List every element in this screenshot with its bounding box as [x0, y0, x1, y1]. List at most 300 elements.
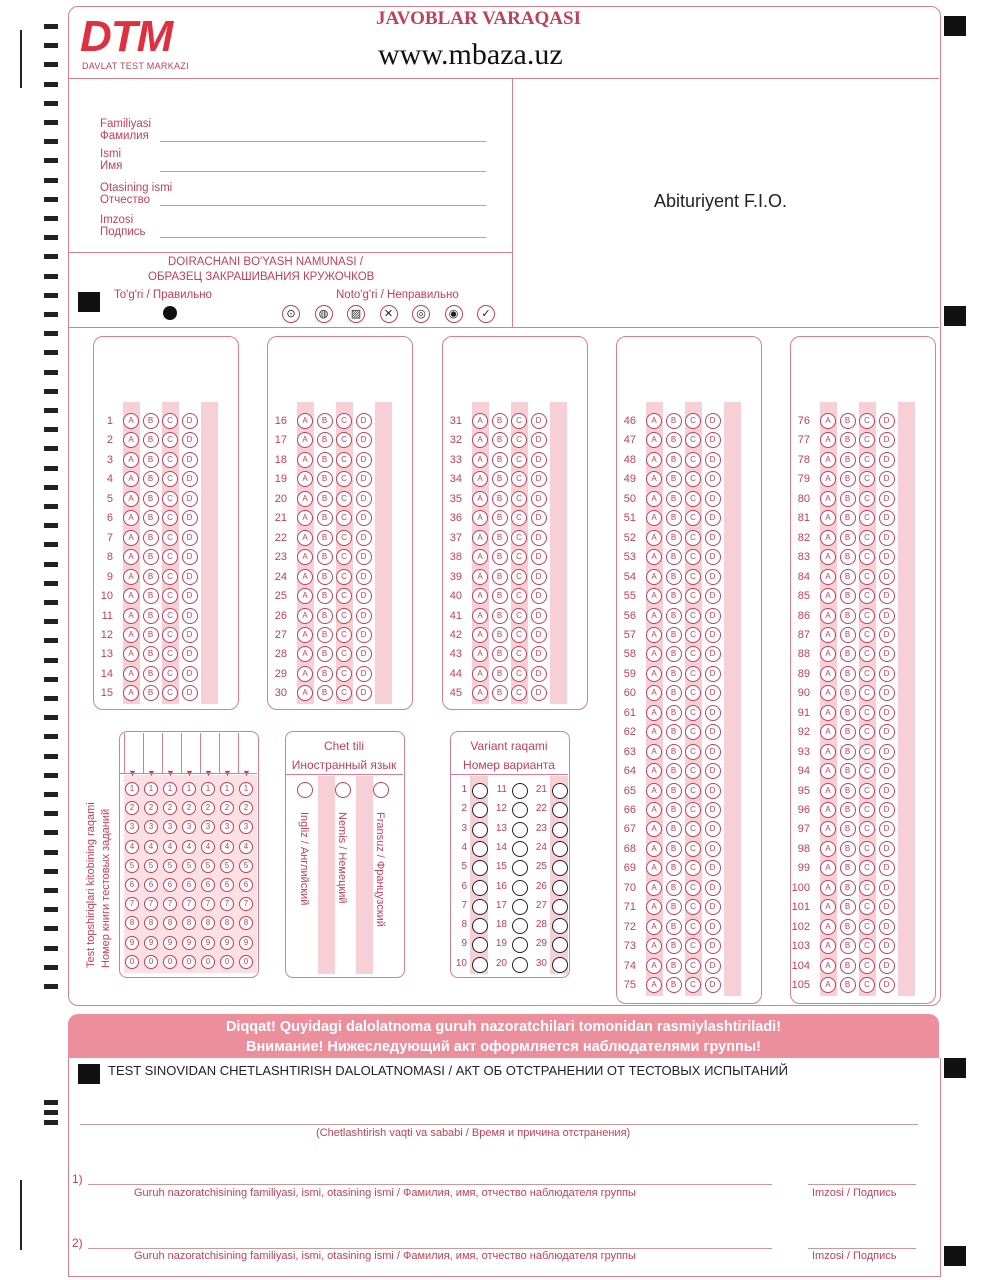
- answer-bubble-a[interactable]: A: [123, 491, 139, 507]
- book-digit-bubble[interactable]: 2: [182, 801, 196, 815]
- variant-bubble[interactable]: [552, 899, 568, 915]
- answer-bubble-d[interactable]: D: [879, 627, 895, 643]
- answer-bubble-b[interactable]: B: [666, 977, 682, 993]
- variant-bubble[interactable]: [472, 841, 488, 857]
- answer-bubble-d[interactable]: D: [531, 685, 547, 701]
- answer-bubble-a[interactable]: A: [297, 588, 313, 604]
- answer-bubble-c[interactable]: C: [162, 588, 178, 604]
- answer-bubble-b[interactable]: B: [840, 783, 856, 799]
- answer-bubble-b[interactable]: B: [840, 452, 856, 468]
- answer-bubble-c[interactable]: C: [685, 763, 701, 779]
- book-digit-bubble[interactable]: 4: [220, 840, 234, 854]
- answer-bubble-a[interactable]: A: [820, 821, 836, 837]
- answer-bubble-c[interactable]: C: [859, 685, 875, 701]
- answer-bubble-b[interactable]: B: [840, 958, 856, 974]
- answer-bubble-b[interactable]: B: [666, 413, 682, 429]
- answer-bubble-a[interactable]: A: [297, 569, 313, 585]
- answer-bubble-a[interactable]: A: [820, 452, 836, 468]
- answer-bubble-c[interactable]: C: [162, 432, 178, 448]
- variant-bubble[interactable]: [472, 783, 488, 799]
- answer-bubble-a[interactable]: A: [123, 510, 139, 526]
- book-digit-bubble[interactable]: 6: [201, 878, 215, 892]
- answer-bubble-d[interactable]: D: [879, 783, 895, 799]
- answer-bubble-b[interactable]: B: [666, 763, 682, 779]
- answer-bubble-b[interactable]: B: [666, 510, 682, 526]
- answer-bubble-c[interactable]: C: [685, 432, 701, 448]
- book-digit-bubble[interactable]: 5: [182, 859, 196, 873]
- answer-bubble-a[interactable]: A: [820, 860, 836, 876]
- answer-bubble-b[interactable]: B: [840, 646, 856, 662]
- answer-bubble-c[interactable]: C: [511, 452, 527, 468]
- book-digit-bubble[interactable]: 0: [144, 955, 158, 969]
- answer-bubble-c[interactable]: C: [511, 588, 527, 604]
- book-digit-bubble[interactable]: 3: [239, 820, 253, 834]
- answer-bubble-a[interactable]: A: [472, 569, 488, 585]
- answer-bubble-b[interactable]: B: [317, 471, 333, 487]
- answer-bubble-d[interactable]: D: [705, 744, 721, 760]
- answer-bubble-d[interactable]: D: [705, 646, 721, 662]
- answer-bubble-d[interactable]: D: [705, 977, 721, 993]
- book-digit-bubble[interactable]: 1: [182, 782, 196, 796]
- answer-bubble-d[interactable]: D: [879, 608, 895, 624]
- answer-bubble-a[interactable]: A: [646, 549, 662, 565]
- answer-bubble-c[interactable]: C: [336, 530, 352, 546]
- answer-bubble-a[interactable]: A: [820, 549, 836, 565]
- answer-bubble-b[interactable]: B: [840, 860, 856, 876]
- answer-bubble-c[interactable]: C: [336, 491, 352, 507]
- answer-bubble-a[interactable]: A: [472, 471, 488, 487]
- answer-bubble-a[interactable]: A: [472, 452, 488, 468]
- answer-bubble-b[interactable]: B: [666, 452, 682, 468]
- book-digit-bubble[interactable]: 6: [220, 878, 234, 892]
- answer-bubble-c[interactable]: C: [685, 569, 701, 585]
- answer-bubble-b[interactable]: B: [317, 510, 333, 526]
- answer-bubble-d[interactable]: D: [879, 549, 895, 565]
- answer-bubble-b[interactable]: B: [143, 569, 159, 585]
- answer-bubble-d[interactable]: D: [531, 608, 547, 624]
- answer-bubble-b[interactable]: B: [317, 646, 333, 662]
- book-digit-bubble[interactable]: 6: [239, 878, 253, 892]
- book-digit-bubble[interactable]: 2: [125, 801, 139, 815]
- answer-bubble-a[interactable]: A: [820, 471, 836, 487]
- answer-bubble-a[interactable]: A: [297, 549, 313, 565]
- answer-bubble-c[interactable]: C: [162, 530, 178, 546]
- book-digit-bubble[interactable]: 7: [144, 897, 158, 911]
- answer-bubble-c[interactable]: C: [859, 608, 875, 624]
- answer-bubble-d[interactable]: D: [705, 802, 721, 818]
- answer-bubble-b[interactable]: B: [492, 471, 508, 487]
- answer-bubble-c[interactable]: C: [685, 608, 701, 624]
- answer-bubble-a[interactable]: A: [646, 471, 662, 487]
- answer-bubble-a[interactable]: A: [123, 627, 139, 643]
- book-digit-bubble[interactable]: 0: [182, 955, 196, 969]
- language-bubble[interactable]: [335, 782, 351, 798]
- answer-bubble-b[interactable]: B: [666, 549, 682, 565]
- answer-bubble-a[interactable]: A: [646, 608, 662, 624]
- answer-bubble-b[interactable]: B: [317, 627, 333, 643]
- book-digit-bubble[interactable]: 8: [144, 916, 158, 930]
- answer-bubble-d[interactable]: D: [879, 685, 895, 701]
- answer-bubble-b[interactable]: B: [666, 880, 682, 896]
- answer-bubble-b[interactable]: B: [666, 841, 682, 857]
- variant-bubble[interactable]: [472, 822, 488, 838]
- answer-bubble-d[interactable]: D: [531, 491, 547, 507]
- answer-bubble-d[interactable]: D: [705, 821, 721, 837]
- variant-bubble[interactable]: [552, 822, 568, 838]
- book-digit-bubble[interactable]: 6: [163, 878, 177, 892]
- answer-bubble-d[interactable]: D: [879, 802, 895, 818]
- answer-bubble-d[interactable]: D: [356, 569, 372, 585]
- answer-bubble-d[interactable]: D: [879, 705, 895, 721]
- book-digit-bubble[interactable]: 7: [125, 897, 139, 911]
- answer-bubble-a[interactable]: A: [820, 588, 836, 604]
- answer-bubble-d[interactable]: D: [356, 646, 372, 662]
- answer-bubble-a[interactable]: A: [297, 646, 313, 662]
- answer-bubble-c[interactable]: C: [685, 530, 701, 546]
- answer-bubble-c[interactable]: C: [685, 841, 701, 857]
- variant-bubble[interactable]: [552, 918, 568, 934]
- answer-bubble-a[interactable]: A: [472, 666, 488, 682]
- answer-bubble-b[interactable]: B: [666, 938, 682, 954]
- book-digit-bubble[interactable]: 2: [144, 801, 158, 815]
- answer-bubble-d[interactable]: D: [356, 432, 372, 448]
- book-digit-bubble[interactable]: 7: [220, 897, 234, 911]
- answer-bubble-d[interactable]: D: [531, 471, 547, 487]
- answer-bubble-a[interactable]: A: [820, 646, 836, 662]
- answer-bubble-d[interactable]: D: [531, 530, 547, 546]
- answer-bubble-a[interactable]: A: [646, 880, 662, 896]
- answer-bubble-a[interactable]: A: [820, 432, 836, 448]
- answer-bubble-c[interactable]: C: [685, 452, 701, 468]
- book-digit-bubble[interactable]: 2: [163, 801, 177, 815]
- answer-bubble-c[interactable]: C: [685, 549, 701, 565]
- answer-bubble-b[interactable]: B: [666, 705, 682, 721]
- answer-bubble-c[interactable]: C: [685, 705, 701, 721]
- answer-bubble-c[interactable]: C: [859, 549, 875, 565]
- book-digit-bubble[interactable]: 9: [220, 936, 234, 950]
- book-digit-bubble[interactable]: 0: [220, 955, 234, 969]
- answer-bubble-b[interactable]: B: [666, 627, 682, 643]
- answer-bubble-c[interactable]: C: [685, 958, 701, 974]
- answer-bubble-d[interactable]: D: [182, 627, 198, 643]
- answer-bubble-b[interactable]: B: [143, 646, 159, 662]
- answer-bubble-d[interactable]: D: [879, 588, 895, 604]
- field-input-line[interactable]: [160, 205, 486, 206]
- answer-bubble-b[interactable]: B: [143, 471, 159, 487]
- answer-bubble-b[interactable]: B: [317, 530, 333, 546]
- variant-bubble[interactable]: [512, 783, 528, 799]
- answer-bubble-a[interactable]: A: [123, 452, 139, 468]
- answer-bubble-a[interactable]: A: [123, 549, 139, 565]
- answer-bubble-d[interactable]: D: [705, 530, 721, 546]
- answer-bubble-c[interactable]: C: [162, 666, 178, 682]
- answer-bubble-c[interactable]: C: [685, 977, 701, 993]
- variant-bubble[interactable]: [552, 783, 568, 799]
- book-digit-bubble[interactable]: 9: [182, 936, 196, 950]
- answer-bubble-a[interactable]: A: [472, 608, 488, 624]
- answer-bubble-b[interactable]: B: [840, 977, 856, 993]
- variant-bubble[interactable]: [512, 841, 528, 857]
- answer-bubble-b[interactable]: B: [492, 685, 508, 701]
- answer-bubble-b[interactable]: B: [143, 666, 159, 682]
- answer-bubble-a[interactable]: A: [646, 841, 662, 857]
- answer-bubble-c[interactable]: C: [859, 432, 875, 448]
- answer-bubble-a[interactable]: A: [472, 588, 488, 604]
- answer-bubble-a[interactable]: A: [646, 705, 662, 721]
- answer-bubble-a[interactable]: A: [820, 491, 836, 507]
- answer-bubble-b[interactable]: B: [840, 763, 856, 779]
- book-digit-bubble[interactable]: 6: [144, 878, 158, 892]
- answer-bubble-c[interactable]: C: [336, 413, 352, 429]
- book-digit-bubble[interactable]: 0: [125, 955, 139, 969]
- answer-bubble-a[interactable]: A: [123, 608, 139, 624]
- answer-bubble-a[interactable]: A: [820, 744, 836, 760]
- answer-bubble-c[interactable]: C: [859, 627, 875, 643]
- answer-bubble-b[interactable]: B: [666, 919, 682, 935]
- book-digit-bubble[interactable]: 1: [144, 782, 158, 796]
- answer-bubble-d[interactable]: D: [879, 432, 895, 448]
- answer-bubble-d[interactable]: D: [705, 705, 721, 721]
- answer-bubble-c[interactable]: C: [685, 510, 701, 526]
- book-digit-bubble[interactable]: 6: [125, 878, 139, 892]
- answer-bubble-a[interactable]: A: [820, 919, 836, 935]
- answer-bubble-d[interactable]: D: [356, 588, 372, 604]
- book-digit-bubble[interactable]: 3: [125, 820, 139, 834]
- answer-bubble-d[interactable]: D: [356, 549, 372, 565]
- answer-bubble-b[interactable]: B: [317, 588, 333, 604]
- answer-bubble-d[interactable]: D: [356, 627, 372, 643]
- answer-bubble-b[interactable]: B: [840, 588, 856, 604]
- answer-bubble-b[interactable]: B: [666, 432, 682, 448]
- answer-bubble-a[interactable]: A: [646, 569, 662, 585]
- answer-bubble-b[interactable]: B: [317, 491, 333, 507]
- answer-bubble-b[interactable]: B: [143, 588, 159, 604]
- answer-bubble-a[interactable]: A: [646, 413, 662, 429]
- answer-bubble-b[interactable]: B: [840, 491, 856, 507]
- book-digit-bubble[interactable]: 7: [182, 897, 196, 911]
- answer-bubble-b[interactable]: B: [840, 919, 856, 935]
- answer-bubble-d[interactable]: D: [531, 666, 547, 682]
- answer-bubble-a[interactable]: A: [820, 666, 836, 682]
- answer-bubble-b[interactable]: B: [143, 608, 159, 624]
- answer-bubble-c[interactable]: C: [685, 802, 701, 818]
- variant-bubble[interactable]: [552, 880, 568, 896]
- answer-bubble-b[interactable]: B: [840, 549, 856, 565]
- book-digit-bubble[interactable]: 4: [239, 840, 253, 854]
- answer-bubble-c[interactable]: C: [336, 666, 352, 682]
- variant-bubble[interactable]: [552, 841, 568, 857]
- answer-bubble-c[interactable]: C: [336, 569, 352, 585]
- answer-bubble-c[interactable]: C: [162, 471, 178, 487]
- answer-bubble-c[interactable]: C: [336, 646, 352, 662]
- answer-bubble-d[interactable]: D: [705, 608, 721, 624]
- answer-bubble-a[interactable]: A: [820, 841, 836, 857]
- answer-bubble-a[interactable]: A: [646, 627, 662, 643]
- book-digit-bubble[interactable]: 6: [182, 878, 196, 892]
- answer-bubble-d[interactable]: D: [182, 646, 198, 662]
- answer-bubble-b[interactable]: B: [840, 608, 856, 624]
- answer-bubble-b[interactable]: B: [840, 841, 856, 857]
- answer-bubble-c[interactable]: C: [859, 569, 875, 585]
- answer-bubble-c[interactable]: C: [336, 452, 352, 468]
- answer-bubble-c[interactable]: C: [511, 432, 527, 448]
- answer-bubble-b[interactable]: B: [317, 685, 333, 701]
- answer-bubble-b[interactable]: B: [143, 452, 159, 468]
- book-digit-bubble[interactable]: 1: [220, 782, 234, 796]
- answer-bubble-c[interactable]: C: [336, 608, 352, 624]
- answer-bubble-a[interactable]: A: [646, 452, 662, 468]
- answer-bubble-d[interactable]: D: [879, 977, 895, 993]
- answer-bubble-a[interactable]: A: [297, 608, 313, 624]
- language-bubble[interactable]: [297, 782, 313, 798]
- answer-bubble-c[interactable]: C: [685, 783, 701, 799]
- answer-bubble-a[interactable]: A: [646, 938, 662, 954]
- answer-bubble-d[interactable]: D: [182, 588, 198, 604]
- answer-bubble-b[interactable]: B: [840, 821, 856, 837]
- variant-bubble[interactable]: [552, 957, 568, 973]
- answer-bubble-c[interactable]: C: [511, 608, 527, 624]
- answer-bubble-d[interactable]: D: [531, 569, 547, 585]
- answer-bubble-a[interactable]: A: [472, 685, 488, 701]
- answer-bubble-b[interactable]: B: [840, 413, 856, 429]
- answer-bubble-b[interactable]: B: [492, 491, 508, 507]
- answer-bubble-c[interactable]: C: [162, 627, 178, 643]
- answer-bubble-c[interactable]: C: [511, 549, 527, 565]
- answer-bubble-b[interactable]: B: [317, 608, 333, 624]
- answer-bubble-b[interactable]: B: [840, 666, 856, 682]
- answer-bubble-a[interactable]: A: [646, 685, 662, 701]
- answer-bubble-c[interactable]: C: [859, 919, 875, 935]
- answer-bubble-a[interactable]: A: [297, 510, 313, 526]
- answer-bubble-a[interactable]: A: [123, 685, 139, 701]
- answer-bubble-c[interactable]: C: [685, 938, 701, 954]
- answer-bubble-c[interactable]: C: [685, 491, 701, 507]
- answer-bubble-b[interactable]: B: [840, 685, 856, 701]
- answer-bubble-d[interactable]: D: [705, 452, 721, 468]
- answer-bubble-d[interactable]: D: [705, 880, 721, 896]
- answer-bubble-a[interactable]: A: [646, 919, 662, 935]
- answer-bubble-a[interactable]: A: [646, 977, 662, 993]
- book-digit-bubble[interactable]: 3: [182, 820, 196, 834]
- answer-bubble-b[interactable]: B: [143, 627, 159, 643]
- answer-bubble-d[interactable]: D: [879, 510, 895, 526]
- answer-bubble-c[interactable]: C: [162, 608, 178, 624]
- book-digit-bubble[interactable]: 5: [144, 859, 158, 873]
- answer-bubble-b[interactable]: B: [666, 744, 682, 760]
- answer-bubble-d[interactable]: D: [182, 510, 198, 526]
- answer-bubble-b[interactable]: B: [143, 510, 159, 526]
- answer-bubble-d[interactable]: D: [356, 413, 372, 429]
- book-digit-bubble[interactable]: 2: [201, 801, 215, 815]
- answer-bubble-b[interactable]: B: [840, 744, 856, 760]
- answer-bubble-a[interactable]: A: [646, 724, 662, 740]
- field-input-line[interactable]: [160, 141, 486, 142]
- answer-bubble-b[interactable]: B: [492, 549, 508, 565]
- answer-bubble-c[interactable]: C: [859, 588, 875, 604]
- answer-bubble-d[interactable]: D: [356, 666, 372, 682]
- answer-bubble-a[interactable]: A: [646, 491, 662, 507]
- answer-bubble-a[interactable]: A: [297, 491, 313, 507]
- answer-bubble-c[interactable]: C: [336, 549, 352, 565]
- answer-bubble-a[interactable]: A: [123, 432, 139, 448]
- answer-bubble-c[interactable]: C: [859, 802, 875, 818]
- answer-bubble-b[interactable]: B: [666, 569, 682, 585]
- answer-bubble-b[interactable]: B: [666, 530, 682, 546]
- book-digit-bubble[interactable]: 2: [239, 801, 253, 815]
- answer-bubble-c[interactable]: C: [162, 569, 178, 585]
- answer-bubble-d[interactable]: D: [705, 432, 721, 448]
- book-digit-bubble[interactable]: 5: [163, 859, 177, 873]
- answer-bubble-d[interactable]: D: [182, 608, 198, 624]
- answer-bubble-c[interactable]: C: [511, 413, 527, 429]
- answer-bubble-d[interactable]: D: [879, 938, 895, 954]
- variant-bubble[interactable]: [512, 822, 528, 838]
- answer-bubble-b[interactable]: B: [840, 899, 856, 915]
- book-digit-bubble[interactable]: 3: [201, 820, 215, 834]
- answer-bubble-c[interactable]: C: [511, 510, 527, 526]
- answer-bubble-d[interactable]: D: [356, 608, 372, 624]
- answer-bubble-d[interactable]: D: [356, 471, 372, 487]
- answer-bubble-d[interactable]: D: [705, 549, 721, 565]
- answer-bubble-c[interactable]: C: [685, 899, 701, 915]
- answer-bubble-a[interactable]: A: [297, 627, 313, 643]
- answer-bubble-a[interactable]: A: [123, 646, 139, 662]
- answer-bubble-b[interactable]: B: [317, 666, 333, 682]
- answer-bubble-c[interactable]: C: [162, 491, 178, 507]
- answer-bubble-b[interactable]: B: [840, 510, 856, 526]
- book-digit-bubble[interactable]: 4: [125, 840, 139, 854]
- answer-bubble-d[interactable]: D: [879, 763, 895, 779]
- book-digit-bubble[interactable]: 0: [239, 955, 253, 969]
- book-digit-bubble[interactable]: 9: [144, 936, 158, 950]
- book-digit-bubble[interactable]: 0: [163, 955, 177, 969]
- answer-bubble-a[interactable]: A: [646, 432, 662, 448]
- book-digit-bubble[interactable]: 2: [220, 801, 234, 815]
- answer-bubble-c[interactable]: C: [511, 471, 527, 487]
- answer-bubble-b[interactable]: B: [492, 452, 508, 468]
- answer-bubble-a[interactable]: A: [820, 569, 836, 585]
- answer-bubble-d[interactable]: D: [531, 452, 547, 468]
- answer-bubble-d[interactable]: D: [705, 763, 721, 779]
- answer-bubble-d[interactable]: D: [531, 588, 547, 604]
- answer-bubble-c[interactable]: C: [162, 549, 178, 565]
- answer-bubble-b[interactable]: B: [666, 802, 682, 818]
- book-digit-bubble[interactable]: 7: [163, 897, 177, 911]
- answer-bubble-d[interactable]: D: [531, 627, 547, 643]
- answer-bubble-c[interactable]: C: [859, 530, 875, 546]
- answer-bubble-a[interactable]: A: [820, 510, 836, 526]
- book-digit-bubble[interactable]: 9: [125, 936, 139, 950]
- answer-bubble-c[interactable]: C: [859, 744, 875, 760]
- book-digit-bubble[interactable]: 5: [239, 859, 253, 873]
- book-digit-bubble[interactable]: 9: [239, 936, 253, 950]
- answer-bubble-a[interactable]: A: [820, 880, 836, 896]
- answer-bubble-d[interactable]: D: [182, 432, 198, 448]
- answer-bubble-b[interactable]: B: [492, 588, 508, 604]
- answer-bubble-b[interactable]: B: [666, 491, 682, 507]
- answer-bubble-c[interactable]: C: [336, 588, 352, 604]
- answer-bubble-d[interactable]: D: [879, 841, 895, 857]
- answer-bubble-a[interactable]: A: [646, 821, 662, 837]
- answer-bubble-a[interactable]: A: [297, 413, 313, 429]
- answer-bubble-d[interactable]: D: [705, 666, 721, 682]
- answer-bubble-b[interactable]: B: [143, 549, 159, 565]
- answer-bubble-d[interactable]: D: [182, 471, 198, 487]
- answer-bubble-a[interactable]: A: [123, 413, 139, 429]
- answer-bubble-b[interactable]: B: [492, 627, 508, 643]
- answer-bubble-d[interactable]: D: [705, 724, 721, 740]
- answer-bubble-a[interactable]: A: [297, 452, 313, 468]
